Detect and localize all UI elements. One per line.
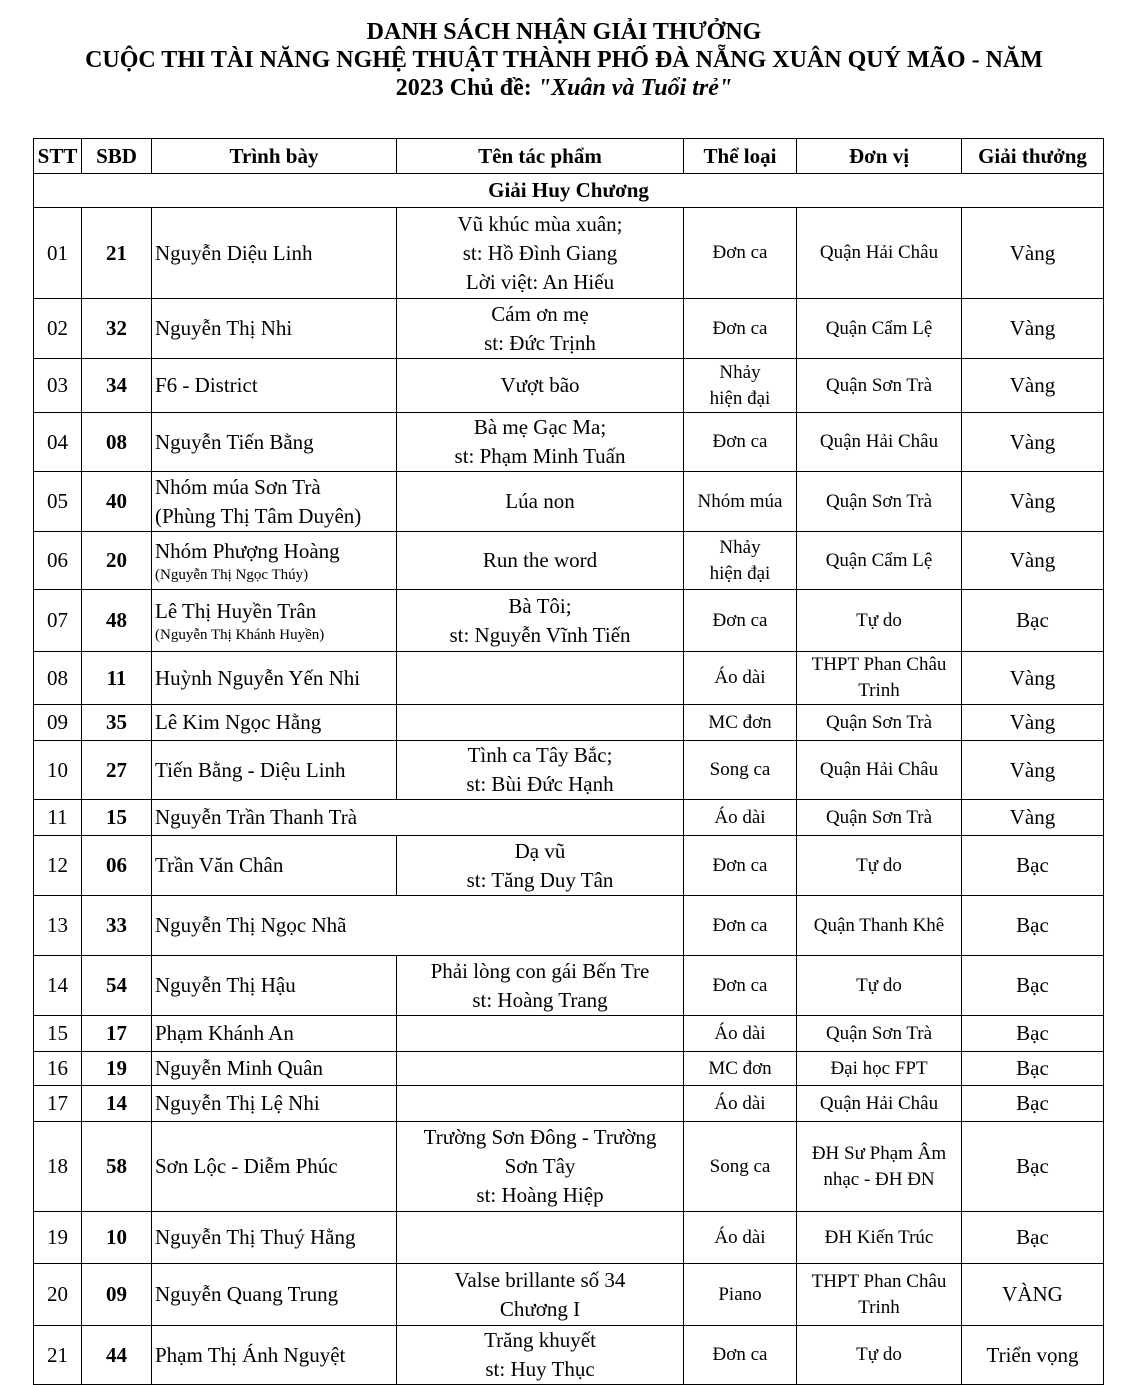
- genre-line: Đơn ca: [712, 242, 768, 263]
- cell-stt: 17: [34, 1086, 82, 1122]
- cell-stt: 09: [34, 705, 82, 741]
- cell-award: Vàng: [962, 208, 1104, 299]
- cell-genre: [684, 1016, 797, 1052]
- cell-stt: 19: [34, 1212, 82, 1264]
- cell-sbd: 15: [82, 800, 152, 836]
- cell-sbd: 40: [82, 472, 152, 532]
- table-row: [34, 896, 1104, 956]
- cell-sbd: 21: [82, 208, 152, 299]
- cell-performer: [152, 590, 397, 652]
- work-line: Chương I: [499, 1296, 581, 1321]
- cell-genre: [684, 652, 797, 705]
- genre-line: hiện đại: [709, 387, 771, 409]
- genre-line: Đơn ca: [712, 974, 768, 996]
- work-line: Vượt bão: [500, 373, 580, 397]
- table-row: [34, 299, 1104, 359]
- unit-line: Quận Sơn Trà: [825, 711, 933, 733]
- cell-genre: [684, 1212, 797, 1264]
- cell-stt: 04: [34, 413, 82, 472]
- unit-line: Tự do: [856, 609, 902, 631]
- work-line: Tình ca Tây Bắc;: [467, 743, 613, 767]
- genre-line: Piano: [718, 1283, 762, 1305]
- performer-note: (Nguyễn Thị Khánh Huyền): [155, 627, 325, 643]
- cell-sbd: 08: [82, 413, 152, 472]
- cell-sbd: 14: [82, 1086, 152, 1122]
- cell-unit: [797, 741, 962, 800]
- cell-stt: 06: [34, 532, 82, 590]
- unit-line: nhạc - ĐH ĐN: [823, 1168, 935, 1190]
- cell-award: Bạc: [962, 1212, 1104, 1264]
- cell-award: Vàng: [962, 472, 1104, 532]
- cell-stt: 12: [34, 836, 82, 896]
- table-row: [34, 359, 1104, 413]
- cell-unit: [797, 1052, 962, 1086]
- genre-line: Nhảy: [719, 536, 761, 558]
- work-line: st: Hoàng Hiệp: [476, 1183, 604, 1207]
- cell-genre: [684, 705, 797, 741]
- table-row: [34, 1264, 1104, 1326]
- cell-genre: [684, 1052, 797, 1086]
- cell-unit: [797, 532, 962, 590]
- performer-name: Phạm Khánh An: [155, 1021, 294, 1045]
- cell-work: [397, 590, 684, 652]
- genre-line: Đơn ca: [712, 317, 768, 339]
- genre-line: Đơn ca: [712, 609, 768, 631]
- cell-work: [397, 1212, 684, 1264]
- cell-performer: [152, 359, 397, 413]
- cell-work: [397, 1264, 684, 1326]
- genre-line: Nhóm múa: [697, 490, 783, 512]
- cell-stt: 07: [34, 590, 82, 652]
- document-title: [0, 18, 1128, 102]
- awards-table: [33, 138, 1104, 1385]
- cell-stt: 15: [34, 1016, 82, 1052]
- cell-unit: [797, 800, 962, 836]
- title-line-2: CUỘC THI TÀI NĂNG NGHỆ THUẬT THÀNH PHỐ ĐÀ NẴNG XUÂN QUÝ MÃO - NĂM: [85, 47, 1043, 73]
- cell-sbd: 19: [82, 1052, 152, 1086]
- cell-unit: [797, 413, 962, 472]
- title-line-1: DANH SÁCH NHẬN GIẢI THƯỞNG: [366, 19, 762, 45]
- genre-line: MC đơn: [708, 711, 772, 733]
- cell-work: [397, 1326, 684, 1385]
- genre-line: Song ca: [709, 1155, 771, 1177]
- cell-performer: [152, 472, 397, 532]
- work-line: st: Bùi Đức Hạnh: [466, 772, 614, 796]
- work-line: st: Phạm Minh Tuấn: [454, 444, 626, 468]
- cell-genre: [684, 741, 797, 800]
- cell-work: [397, 359, 684, 413]
- work-line: Bà Tôi;: [508, 593, 572, 618]
- genre-line: Song ca: [709, 759, 771, 780]
- title-theme: "Xuân và Tuổi trẻ": [537, 75, 733, 101]
- table-row: [34, 208, 1104, 299]
- performer-name: Nguyễn Thị Hậu: [155, 973, 296, 997]
- cell-award: Bạc: [962, 1122, 1104, 1212]
- cell-award: Bạc: [962, 1086, 1104, 1122]
- unit-line: Tự do: [856, 1344, 902, 1365]
- performer-name: Nguyễn Tiến Bằng: [155, 429, 314, 454]
- header-performer: Trình bày: [152, 139, 397, 174]
- cell-stt: 18: [34, 1122, 82, 1212]
- work-line: Phải lòng con gái Bến Tre: [430, 958, 650, 983]
- work-line: Valse brillante số 34: [454, 1267, 626, 1292]
- cell-genre: [684, 1086, 797, 1122]
- cell-work: [397, 532, 684, 590]
- unit-line: Quận Sơn Trà: [825, 374, 933, 396]
- cell-sbd: 10: [82, 1212, 152, 1264]
- cell-performer: [152, 1122, 397, 1212]
- cell-performer: [152, 1326, 397, 1385]
- table-row: [34, 532, 1104, 590]
- section-title: Giải Huy Chương: [34, 174, 1104, 208]
- genre-line: Đơn ca: [712, 914, 768, 936]
- table-row: [34, 1212, 1104, 1264]
- cell-performer: [152, 299, 397, 359]
- cell-award: Bạc: [962, 956, 1104, 1016]
- cell-performer: [152, 208, 397, 299]
- work-line: Cám ơn mẹ: [491, 301, 589, 326]
- work-line: st: Nguyễn Vĩnh Tiến: [449, 622, 631, 647]
- genre-line: MC đơn: [708, 1057, 772, 1079]
- cell-work: [397, 741, 684, 800]
- cell-work: [397, 956, 684, 1016]
- cell-genre: [684, 299, 797, 359]
- performer-name: Nguyễn Thị Nhi: [155, 316, 293, 340]
- table-row: [34, 590, 1104, 652]
- cell-award: Vàng: [962, 800, 1104, 836]
- cell-work: [397, 472, 684, 532]
- performer-name: Nguyễn Trần Thanh Trà: [155, 805, 358, 829]
- unit-line: Quận Hải Châu: [819, 759, 939, 780]
- cell-unit: [797, 1212, 962, 1264]
- cell-sbd: 09: [82, 1264, 152, 1326]
- cell-performer: [152, 1264, 397, 1326]
- cell-sbd: 54: [82, 956, 152, 1016]
- cell-award: Triển vọng: [962, 1326, 1104, 1385]
- cell-unit: [797, 1016, 962, 1052]
- work-line: st: Huy Thục: [485, 1357, 595, 1381]
- unit-line: Đại học FPT: [830, 1057, 928, 1079]
- cell-genre: [684, 1122, 797, 1212]
- genre-line: Áo dài: [714, 667, 766, 688]
- cell-award: VÀNG: [962, 1264, 1104, 1326]
- cell-unit: [797, 896, 962, 956]
- performer-name: Tiến Bằng - Diệu Linh: [155, 757, 346, 782]
- cell-work: [397, 1052, 684, 1086]
- cell-sbd: 20: [82, 532, 152, 590]
- performer-name: Trần Văn Chân: [155, 853, 284, 877]
- cell-award: Bạc: [962, 896, 1104, 956]
- cell-sbd: 33: [82, 896, 152, 956]
- table-row: [34, 1122, 1104, 1212]
- title-line-3: [0, 74, 1128, 102]
- cell-sbd: 44: [82, 1326, 152, 1385]
- cell-unit: [797, 705, 962, 741]
- performer-name: Nguyễn Quang Trung: [155, 1282, 339, 1306]
- genre-line: Áo dài: [714, 806, 766, 828]
- cell-award: Vàng: [962, 705, 1104, 741]
- work-line: Sơn Tây: [504, 1154, 576, 1178]
- genre-line: Nhảy: [719, 361, 761, 383]
- cell-stt: 10: [34, 741, 82, 800]
- cell-genre: [684, 590, 797, 652]
- unit-line: ĐH Kiến Trúc: [824, 1226, 934, 1248]
- unit-line: Quận Sơn Trà: [825, 1022, 933, 1044]
- cell-sbd: 17: [82, 1016, 152, 1052]
- header-unit: Đơn vị: [797, 139, 962, 174]
- cell-performer: [152, 413, 397, 472]
- work-line: Run the word: [482, 548, 598, 572]
- unit-line: Tự do: [856, 854, 902, 876]
- unit-line: Quận Sơn Trà: [825, 490, 933, 512]
- work-line: Trường Sơn Đông - Trường: [423, 1125, 657, 1149]
- unit-line: Quận Hải Châu: [819, 1092, 939, 1114]
- section-row: [34, 174, 1104, 208]
- genre-line: Áo dài: [714, 1092, 766, 1114]
- genre-line: Đơn ca: [712, 1344, 768, 1365]
- performer-subtitle: (Phùng Thị Tâm Duyên): [155, 503, 362, 528]
- cell-genre: [684, 472, 797, 532]
- cell-work: [397, 705, 684, 741]
- cell-unit: [797, 1122, 962, 1212]
- cell-unit: [797, 1086, 962, 1122]
- cell-stt: 14: [34, 956, 82, 1016]
- cell-stt: 20: [34, 1264, 82, 1326]
- cell-performer: [152, 705, 397, 741]
- unit-line: Quận Cẩm Lệ: [825, 317, 933, 339]
- cell-work: [397, 1016, 684, 1052]
- cell-award: Bạc: [962, 1016, 1104, 1052]
- table-row: [34, 956, 1104, 1016]
- cell-award: Vàng: [962, 652, 1104, 705]
- cell-work: [397, 652, 684, 705]
- work-line: st: Tăng Duy Tân: [466, 867, 614, 892]
- cell-stt: 16: [34, 1052, 82, 1086]
- title-year-theme-label: 2023 Chủ đề:: [395, 75, 538, 101]
- table-row: [34, 1052, 1104, 1086]
- unit-line: THPT Phan Châu: [811, 1270, 947, 1292]
- performer-name: Nhóm Phượng Hoàng: [155, 539, 340, 563]
- cell-performer: [152, 800, 684, 836]
- unit-line: Quận Thanh Khê: [813, 914, 945, 936]
- unit-line: Quận Hải Châu: [819, 431, 939, 452]
- work-line: st: Hoàng Trang: [472, 987, 608, 1012]
- cell-performer: [152, 652, 397, 705]
- performer-name: Nguyễn Thị Ngọc Nhã: [155, 913, 347, 937]
- cell-unit: [797, 1264, 962, 1326]
- table-row: [34, 1016, 1104, 1052]
- cell-genre: [684, 1264, 797, 1326]
- cell-award: Bạc: [962, 1052, 1104, 1086]
- cell-work: [397, 208, 684, 299]
- unit-line: THPT Phan Châu: [811, 654, 947, 675]
- performer-name: Nguyễn Thị Lệ Nhi: [155, 1091, 320, 1115]
- work-line: Vũ khúc mùa xuân;: [457, 211, 623, 236]
- cell-stt: 08: [34, 652, 82, 705]
- cell-sbd: 27: [82, 741, 152, 800]
- cell-work: [397, 1122, 684, 1212]
- work-line: Dạ vũ: [514, 838, 566, 863]
- cell-genre: [684, 800, 797, 836]
- cell-unit: [797, 472, 962, 532]
- cell-performer: [152, 956, 397, 1016]
- genre-line: Đơn ca: [712, 431, 768, 452]
- table-row: [34, 705, 1104, 741]
- work-line: Lời việt: An Hiếu: [465, 269, 615, 294]
- cell-award: Vàng: [962, 359, 1104, 413]
- unit-line: Trinh: [858, 1296, 900, 1318]
- cell-award: Bạc: [962, 590, 1104, 652]
- unit-line: Trinh: [858, 680, 900, 701]
- cell-performer: [152, 896, 684, 956]
- unit-line: Quận Cẩm Lệ: [825, 549, 933, 571]
- table-row: [34, 1086, 1104, 1122]
- unit-line: ĐH Sư Phạm Âm: [811, 1142, 947, 1164]
- genre-line: Đơn ca: [712, 854, 768, 876]
- cell-sbd: 11: [82, 652, 152, 705]
- table-row: [34, 836, 1104, 896]
- table-row: [34, 652, 1104, 705]
- performer-name: Huỳnh Nguyễn Yến Nhi: [155, 665, 361, 690]
- cell-work: [397, 1086, 684, 1122]
- header-stt: STT: [34, 139, 82, 174]
- work-line: st: Đức Trịnh: [484, 330, 596, 355]
- cell-unit: [797, 1326, 962, 1385]
- cell-work: [397, 299, 684, 359]
- genre-line: hiện đại: [709, 562, 771, 584]
- cell-work: [397, 413, 684, 472]
- cell-unit: [797, 836, 962, 896]
- unit-line: Quận Sơn Trà: [825, 806, 933, 828]
- cell-sbd: 06: [82, 836, 152, 896]
- genre-line: Áo dài: [714, 1226, 766, 1248]
- cell-stt: 02: [34, 299, 82, 359]
- table-row: [34, 472, 1104, 532]
- performer-name: Lê Kim Ngọc Hằng: [155, 710, 322, 734]
- cell-award: Bạc: [962, 836, 1104, 896]
- performer-name: Nguyễn Diệu Linh: [155, 240, 313, 265]
- performer-name: Phạm Thị Ánh Nguyệt: [155, 1342, 346, 1367]
- cell-unit: [797, 652, 962, 705]
- cell-stt: 21: [34, 1326, 82, 1385]
- table-row: [34, 741, 1104, 800]
- cell-stt: 03: [34, 359, 82, 413]
- performer-name: Nguyễn Minh Quân: [155, 1056, 323, 1080]
- header-award: Giải thưởng: [962, 139, 1104, 174]
- cell-award: Vàng: [962, 413, 1104, 472]
- cell-genre: [684, 413, 797, 472]
- cell-genre: [684, 1326, 797, 1385]
- cell-unit: [797, 590, 962, 652]
- cell-genre: [684, 359, 797, 413]
- header-genre: Thể loại: [684, 139, 797, 174]
- unit-line: Quận Hải Châu: [819, 242, 939, 263]
- table-header-row: [34, 139, 1104, 174]
- cell-sbd: 48: [82, 590, 152, 652]
- cell-stt: 05: [34, 472, 82, 532]
- work-line: Trăng khuyết: [484, 1328, 596, 1352]
- cell-performer: [152, 532, 397, 590]
- cell-work: [397, 836, 684, 896]
- table-row: [34, 1326, 1104, 1385]
- work-line: Lúa non: [505, 489, 575, 513]
- cell-genre: [684, 896, 797, 956]
- performer-name: Nhóm múa Sơn Trà: [155, 474, 321, 499]
- cell-award: Vàng: [962, 532, 1104, 590]
- cell-genre: [684, 956, 797, 1016]
- cell-genre: [684, 532, 797, 590]
- cell-sbd: 34: [82, 359, 152, 413]
- genre-line: Áo dài: [714, 1022, 766, 1044]
- table-row: [34, 800, 1104, 836]
- cell-sbd: 35: [82, 705, 152, 741]
- cell-stt: 01: [34, 208, 82, 299]
- cell-stt: 13: [34, 896, 82, 956]
- cell-performer: [152, 741, 397, 800]
- table-row: [34, 413, 1104, 472]
- cell-sbd: 32: [82, 299, 152, 359]
- cell-genre: [684, 836, 797, 896]
- header-sbd: SBD: [82, 139, 152, 174]
- cell-performer: [152, 1086, 397, 1122]
- cell-performer: [152, 1052, 397, 1086]
- work-line: st: Hồ Đình Giang: [462, 240, 618, 265]
- performer-name: Nguyễn Thị Thuý Hằng: [155, 1225, 356, 1249]
- cell-award: Vàng: [962, 741, 1104, 800]
- cell-sbd: 58: [82, 1122, 152, 1212]
- header-work: Tên tác phẩm: [397, 139, 684, 174]
- performer-name: Lê Thị Huyền Trân: [155, 599, 317, 623]
- cell-award: Vàng: [962, 299, 1104, 359]
- cell-stt: 11: [34, 800, 82, 836]
- work-line: Bà mẹ Gạc Ma;: [473, 415, 607, 439]
- cell-unit: [797, 359, 962, 413]
- cell-performer: [152, 836, 397, 896]
- cell-performer: [152, 1212, 397, 1264]
- cell-unit: [797, 956, 962, 1016]
- cell-unit: [797, 299, 962, 359]
- performer-note: (Nguyễn Thị Ngọc Thúy): [155, 567, 309, 583]
- performer-name: F6 - District: [155, 373, 258, 397]
- performer-name: Sơn Lộc - Diễm Phúc: [155, 1154, 338, 1178]
- cell-unit: [797, 208, 962, 299]
- cell-genre: [684, 208, 797, 299]
- cell-performer: [152, 1016, 397, 1052]
- unit-line: Tự do: [856, 974, 902, 996]
